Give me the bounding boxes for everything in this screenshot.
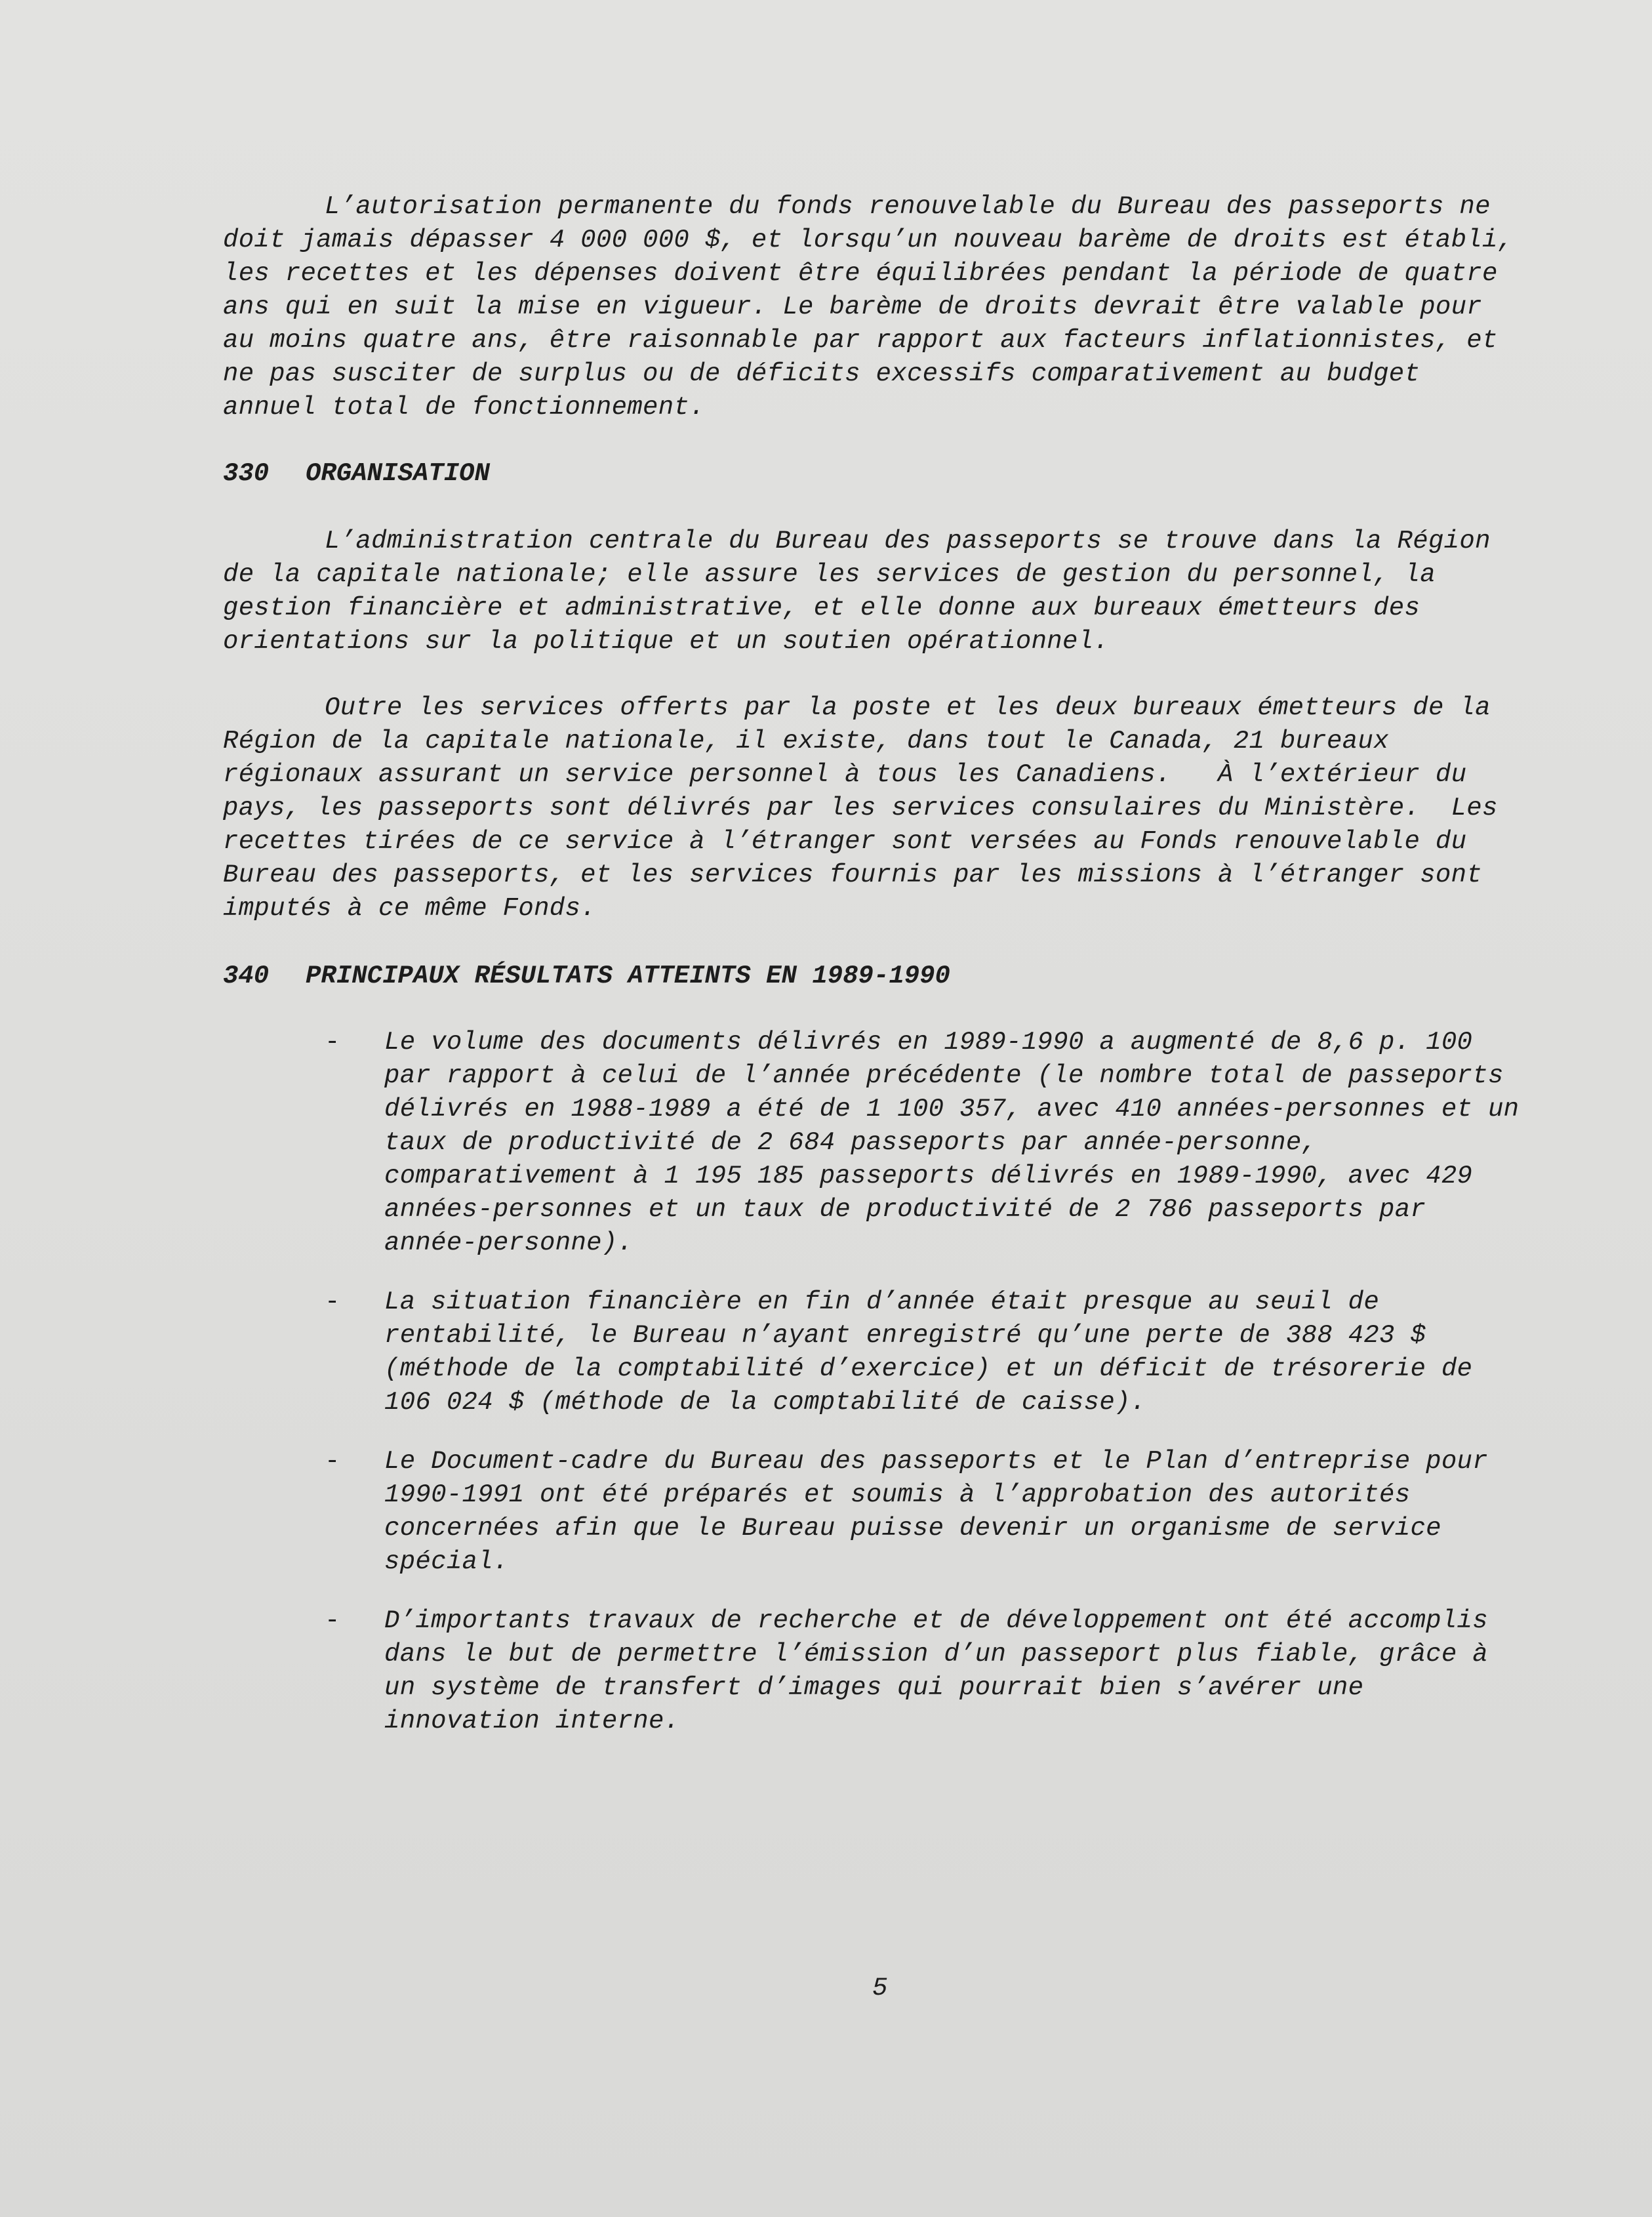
list-item-text: Le volume des documents délivrés en 1989-1990 a augmenté de 8,6 p. 100 par rapport à celui de l’année précédente (le nombre total de passeports délivrés en 1988-1989 a été de 1 100 357, avec 410 années-personnes et un taux de productivité de 2 684 passeports par année-personne, comparativement à 1 195 185 passeports délivrés en 1989-1990, avec 429 années-personnes et un taux de productivité de 2 786 passeports par année-personne). (384, 1028, 1520, 1257)
bullet-dash: - (325, 1288, 340, 1316)
section-heading-340 (223, 960, 1528, 993)
paragraph-organisation-hq: L’administration centrale du Bureau des passeports se trouve dans la Région de la capitale nationale; elle assure les services de gestion du personnel, la gestion financière et administrative, et elle donne aux bureaux émetteurs des orientations sur la politique et un soutien opérationnel. (223, 527, 1506, 656)
section-title: ORGANISATION (306, 459, 490, 488)
paragraph-organisation-offices: Outre les services offerts par la poste et les deux bureaux émetteurs de la Région de la capitale nationale, il existe, dans tout le Canada, 21 bureaux régionaux assurant un service personnel à tous les Canadiens. À l’extérieur du pays, les passeports sont délivrés par les services consulaires du Ministère. Les recettes tirées de ce service à l’étranger sont versées au Fonds renouvelable du Bureau des passeports, et les services fournis par les missions à l’étranger sont imputés à ce même Fonds. (223, 693, 1514, 923)
section-number: 330 (223, 459, 270, 488)
paragraph-fund-authorization: L’autorisation permanente du fonds renouvelable du Bureau des passeports ne doit jamais dépasser 4 000 000 $, et lorsqu’un nouveau barème de droits est établi, les recettes et les dépenses doivent être équilibrées pendant la période de quatre ans qui en suit la mise en vigueur. Le barème de droits devrait être valable pour au moins quatre ans, être raisonnable par rapport aux facteurs inflationnistes, et ne pas susciter de surplus ou de déficits excessifs comparativement au budget annuel total de fonctionnement. (223, 192, 1529, 422)
page-content (223, 190, 1528, 1738)
list-item-text: D’importants travaux de recherche et de développement ont été accomplis dans le but de permettre l’émission d’un passeport plus fiable, grâce à un système de transfert d’images qui pourrait bien s’avérer une innovation interne. (384, 1606, 1488, 1736)
section-title: PRINCIPAUX RÉSULTATS ATTEINTS EN 1989-1990 (306, 962, 950, 990)
page-number: 5 (872, 1974, 888, 2003)
results-list (223, 1026, 1528, 1738)
list-item (223, 1604, 1528, 1738)
list-item (223, 1445, 1528, 1579)
section-heading-330 (223, 457, 1528, 491)
list-item-text: La situation financière en fin d’année était presque au seuil de rentabilité, le Bureau n’ayant enregistré qu’une perte de 388 423 $ (méthode de la comptabilité d’exercice) et un déficit de trésorerie de 106 024 $ (méthode de la comptabilité de caisse). (384, 1288, 1473, 1417)
bullet-dash: - (325, 1028, 340, 1057)
bullet-dash: - (325, 1447, 340, 1476)
section-number: 340 (223, 962, 270, 990)
list-item (223, 1026, 1528, 1260)
bullet-dash: - (325, 1606, 340, 1635)
list-item-text: Le Document-cadre du Bureau des passeports et le Plan d’entreprise pour 1990-1991 ont été préparés et soumis à l’approbation des autorités concernées afin que le Bureau puisse devenir un organisme de service spécial. (384, 1447, 1488, 1576)
list-item (223, 1286, 1528, 1419)
